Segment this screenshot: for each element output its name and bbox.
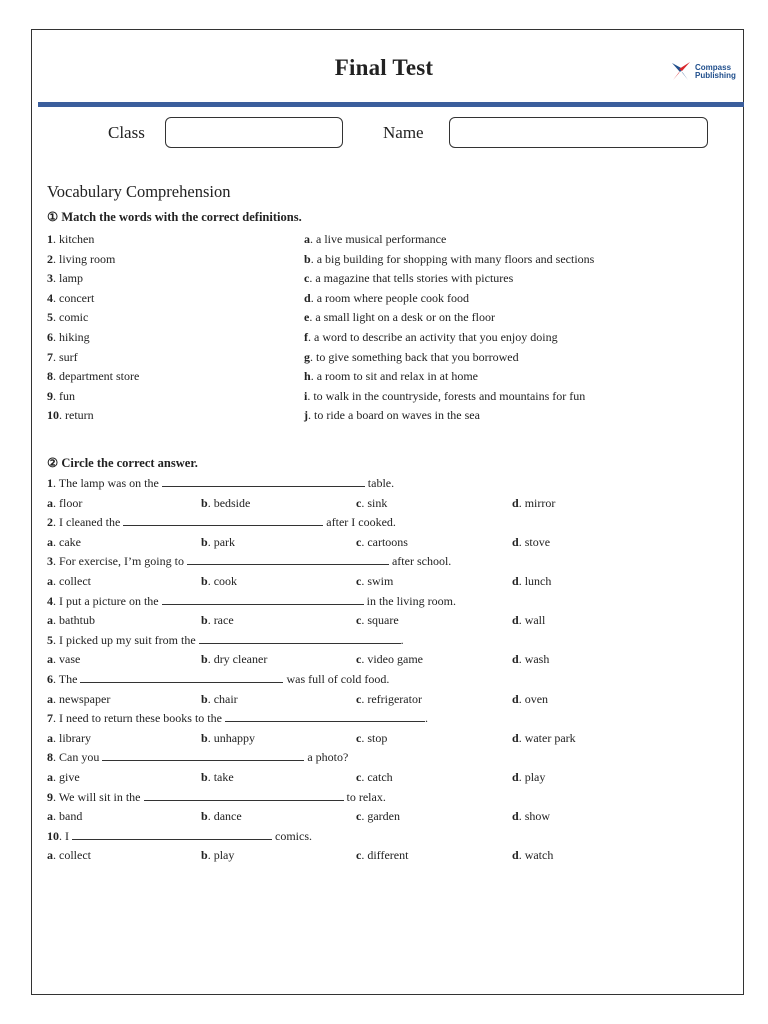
question-text-before: I put a picture on the xyxy=(59,593,159,608)
item-number: 6 xyxy=(47,330,53,344)
definition-item: j. to ride a board on waves in the sea xyxy=(304,408,480,423)
question-text-after: after school. xyxy=(391,554,452,569)
option-letter: c xyxy=(356,613,362,628)
word-text: living room xyxy=(59,251,116,266)
option-letter: a xyxy=(47,534,53,549)
option-letter: a xyxy=(47,809,53,824)
answer-blank[interactable] xyxy=(225,710,425,722)
option-letter: d xyxy=(512,691,519,706)
class-field[interactable] xyxy=(165,117,343,148)
option-letter: a xyxy=(47,613,53,628)
item-number: 9 xyxy=(47,388,53,403)
definition-letter: a xyxy=(304,232,310,246)
word-text: department store xyxy=(59,369,140,384)
option-letter: a xyxy=(47,574,53,588)
answer-option[interactable]: a. band xyxy=(47,809,83,824)
part2-instruction: ② Circle the correct answer. xyxy=(47,456,198,470)
option-text: play xyxy=(524,770,546,784)
option-text: chair xyxy=(213,691,238,706)
logo-text-line1: Compass xyxy=(695,63,732,72)
option-letter: b xyxy=(201,770,208,784)
option-letter: d xyxy=(512,495,519,510)
definition-item: a. a live musical performance xyxy=(304,232,447,246)
item-number: 2 xyxy=(47,251,53,266)
definition-text: to ride a board on waves in the sea xyxy=(314,408,480,423)
answer-option[interactable]: c. stop xyxy=(356,730,388,745)
definition-letter: i xyxy=(304,388,308,403)
option-letter: a xyxy=(47,848,53,863)
question-number: 8 xyxy=(47,750,53,765)
option-text: collect xyxy=(59,848,91,863)
option-text: sink xyxy=(367,495,388,510)
question-number: 1 xyxy=(47,476,53,490)
question-text-before: I xyxy=(65,828,69,843)
option-text: catch xyxy=(367,770,393,784)
word-text: fun xyxy=(59,388,75,403)
option-letter: c xyxy=(356,691,362,706)
item-number: 10 xyxy=(47,408,59,423)
option-letter: d xyxy=(512,848,519,863)
answer-blank[interactable] xyxy=(123,514,323,526)
definition-letter: g xyxy=(304,349,310,364)
question-text-after: was full of cold food. xyxy=(286,672,390,686)
option-text: floor xyxy=(59,495,83,510)
word-item: 5. comic xyxy=(47,310,89,325)
option-text: video game xyxy=(367,652,423,667)
definition-text: a room where people cook food xyxy=(316,290,469,305)
option-letter: d xyxy=(512,613,519,628)
option-text: band xyxy=(59,809,83,824)
option-text: water park xyxy=(524,730,576,745)
option-letter: a xyxy=(47,495,53,510)
section-title: Vocabulary Comprehension xyxy=(47,182,231,201)
option-text: mirror xyxy=(524,495,556,510)
definition-item: g. to give something back that you borrowed xyxy=(304,349,519,364)
word-item: 8. department store xyxy=(47,369,140,384)
question-text-after: table. xyxy=(367,476,395,490)
option-text: different xyxy=(367,848,409,863)
option-letter: c xyxy=(356,809,362,824)
option-text: oven xyxy=(524,691,549,706)
answer-option[interactable]: b. cook xyxy=(201,574,238,588)
definition-item: i. to walk in the countryside, forests and mountains for fun xyxy=(304,388,586,403)
question-number: 9 xyxy=(47,789,53,804)
option-letter: d xyxy=(512,730,519,745)
word-item: 4. concert xyxy=(47,290,95,305)
question-text-after: after I cooked. xyxy=(326,515,396,530)
word-text: lamp xyxy=(59,271,83,286)
class-label: Class xyxy=(108,123,145,142)
answer-option[interactable]: d. watch xyxy=(512,848,554,863)
answer-option[interactable]: b. race xyxy=(201,613,234,628)
definition-letter: c xyxy=(304,271,310,286)
question-number: 10 xyxy=(47,828,59,843)
definition-text: a live musical performance xyxy=(316,232,447,246)
answer-blank[interactable] xyxy=(162,475,365,487)
option-text: lunch xyxy=(524,574,552,588)
word-item: 10. return xyxy=(47,408,94,423)
answer-option[interactable]: d. water park xyxy=(512,730,576,745)
question-text-after: a photo? xyxy=(307,750,349,765)
answer-blank[interactable] xyxy=(187,553,389,565)
answer-option[interactable]: d. wash xyxy=(512,652,550,667)
question-row: 3. For exercise, I’m going to after school. xyxy=(47,554,452,569)
word-text: comic xyxy=(59,310,89,325)
answer-option[interactable]: d. wall xyxy=(512,613,546,628)
question-number: 2 xyxy=(47,515,53,530)
answer-option[interactable]: a. floor xyxy=(47,495,83,510)
option-letter: d xyxy=(512,809,519,824)
answer-option[interactable]: b. park xyxy=(201,534,236,549)
word-item: 6. hiking xyxy=(47,330,90,344)
option-letter: a xyxy=(47,691,53,706)
option-letter: d xyxy=(512,534,519,549)
option-letter: b xyxy=(201,574,208,588)
definition-letter: h xyxy=(304,369,311,384)
item-number: 5 xyxy=(47,310,53,325)
option-text: stop xyxy=(367,730,388,745)
answer-option[interactable]: b. chair xyxy=(201,691,238,706)
publisher-logo xyxy=(670,60,738,84)
answer-blank[interactable] xyxy=(102,749,304,761)
question-text-before: Can you xyxy=(59,750,100,765)
answer-option[interactable]: a. bathtub xyxy=(47,613,95,628)
answer-option[interactable]: d. oven xyxy=(512,691,549,706)
option-text: bathtub xyxy=(59,613,95,628)
definition-text: a magazine that tells stories with pictures xyxy=(315,271,514,286)
option-letter: c xyxy=(356,534,362,549)
option-text: wall xyxy=(524,613,546,628)
question-text-after: in the living room. xyxy=(366,593,456,608)
answer-option[interactable]: c. sink xyxy=(356,495,388,510)
answer-option[interactable]: d. lunch xyxy=(512,574,552,588)
question-number: 7 xyxy=(47,711,53,726)
question-text-after: comics. xyxy=(275,828,312,843)
word-item: 2. living room xyxy=(47,251,116,266)
option-letter: b xyxy=(201,730,208,745)
answer-blank[interactable] xyxy=(162,593,364,605)
question-row: 2. I cleaned the after I cooked. xyxy=(47,515,396,530)
option-letter: d xyxy=(512,652,519,667)
option-text: dry cleaner xyxy=(213,652,268,667)
option-text: show xyxy=(524,809,551,824)
option-text: newspaper xyxy=(59,691,111,706)
answer-option[interactable]: b. unhappy xyxy=(201,730,256,745)
question-row: 9. We will sit in the to relax. xyxy=(47,789,386,804)
question-text-after: . xyxy=(400,632,404,647)
answer-option[interactable]: a. give xyxy=(47,770,80,784)
question-text-before: I need to return these books to the xyxy=(59,711,222,726)
answer-option[interactable]: c. video game xyxy=(356,652,423,667)
word-item: 7. surf xyxy=(47,349,78,364)
option-letter: c xyxy=(356,730,362,745)
option-text: take xyxy=(213,770,234,784)
question-row: 8. Can you a photo? xyxy=(47,750,349,765)
answer-option[interactable]: d. show xyxy=(512,809,551,824)
question-number: 4 xyxy=(47,593,53,608)
answer-option[interactable]: a. library xyxy=(47,730,91,745)
page-title: Final Test xyxy=(334,55,434,80)
option-letter: a xyxy=(47,730,53,745)
question-text-before: The lamp was on the xyxy=(58,476,159,490)
definition-item: c. a magazine that tells stories with pictures xyxy=(304,271,514,286)
option-text: vase xyxy=(59,652,81,667)
answer-option[interactable]: a. collect xyxy=(47,848,91,863)
word-text: return xyxy=(65,408,94,423)
answer-option[interactable]: a. collect xyxy=(47,574,91,588)
answer-option[interactable]: c. square xyxy=(356,613,399,628)
answer-blank[interactable] xyxy=(144,789,344,801)
definition-item: h. a room to sit and relax in at home xyxy=(304,369,478,384)
option-letter: c xyxy=(356,770,362,784)
definition-text: a word to describe an activity that you enjoy doing xyxy=(314,330,558,344)
question-text-after: to relax. xyxy=(346,789,386,804)
option-text: unhappy xyxy=(213,730,256,745)
answer-option[interactable]: a. newspaper xyxy=(47,691,111,706)
word-text: kitchen xyxy=(59,232,95,246)
answer-option[interactable]: a. cake xyxy=(47,534,81,549)
answer-option[interactable]: c. cartoons xyxy=(356,534,408,549)
part1-instruction: ① Match the words with the correct definitions. xyxy=(47,210,302,224)
option-text: park xyxy=(213,534,236,549)
definition-text: to walk in the countryside, forests and mountains for fun xyxy=(313,388,586,403)
option-text: garden xyxy=(367,809,400,824)
logo-text-line2: Publishing xyxy=(695,71,736,80)
answer-blank[interactable] xyxy=(72,828,272,840)
option-text: play xyxy=(213,848,235,863)
question-row: 7. I need to return these books to the . xyxy=(47,711,428,726)
question-text-before: For exercise, I’m going to xyxy=(59,554,184,569)
answer-option[interactable]: c. garden xyxy=(356,809,400,824)
word-item: 9. fun xyxy=(47,388,75,403)
word-text: surf xyxy=(59,349,78,364)
option-letter: a xyxy=(47,652,53,667)
option-text: cook xyxy=(213,574,238,588)
option-text: refrigerator xyxy=(367,691,422,706)
answer-option[interactable]: c. different xyxy=(356,848,409,863)
option-letter: c xyxy=(356,848,362,863)
answer-blank[interactable] xyxy=(80,671,283,683)
option-letter: b xyxy=(201,495,208,510)
answer-option[interactable]: d. mirror xyxy=(512,495,556,510)
option-letter: c xyxy=(356,495,362,510)
question-text-before: The xyxy=(58,672,78,686)
definition-letter: b xyxy=(304,251,311,266)
word-item: 3. lamp xyxy=(47,271,83,286)
definition-letter: d xyxy=(304,290,311,305)
option-text: cartoons xyxy=(367,534,408,549)
name-label: Name xyxy=(383,123,424,142)
option-letter: b xyxy=(201,809,208,824)
question-text-before: I picked up my suit from the xyxy=(59,632,196,647)
item-number: 8 xyxy=(47,369,53,384)
option-text: give xyxy=(59,770,80,784)
item-number: 4 xyxy=(47,290,53,305)
option-text: bedside xyxy=(213,495,251,510)
option-text: library xyxy=(59,730,91,745)
question-text-after: . xyxy=(424,711,428,726)
answer-option[interactable]: c. catch xyxy=(356,770,393,784)
option-text: watch xyxy=(524,848,554,863)
word-item: 1. kitchen xyxy=(47,232,95,246)
option-text: stove xyxy=(524,534,551,549)
answer-option[interactable]: b. dance xyxy=(201,809,242,824)
answer-option[interactable]: c. swim xyxy=(356,574,394,588)
definition-item: e. a small light on a desk or on the floor xyxy=(304,310,495,325)
question-number: 3 xyxy=(47,554,53,569)
definition-text: a small light on a desk or on the floor xyxy=(315,310,495,325)
question-row: 1. The lamp was on the table. xyxy=(47,476,395,490)
definition-letter: f xyxy=(304,330,308,344)
header-divider xyxy=(38,102,744,107)
answer-option[interactable]: c. refrigerator xyxy=(356,691,422,706)
question-row: 6. The was full of cold food. xyxy=(47,672,390,686)
option-letter: d xyxy=(512,770,519,784)
word-text: hiking xyxy=(59,330,90,344)
definition-item: b. a big building for shopping with many floors and sections xyxy=(304,251,595,266)
question-text-before: I cleaned the xyxy=(59,515,121,530)
question-row: 4. I put a picture on the in the living room. xyxy=(47,593,456,608)
option-letter: b xyxy=(201,691,208,706)
answer-option[interactable]: b. dry cleaner xyxy=(201,652,268,667)
definition-item: f. a word to describe an activity that you enjoy doing xyxy=(304,330,558,344)
option-letter: b xyxy=(201,848,208,863)
answer-option[interactable]: d. play xyxy=(512,770,546,784)
definition-text: a big building for shopping with many floors and sections xyxy=(316,251,595,266)
word-text: concert xyxy=(59,290,95,305)
definition-text: a room to sit and relax in at home xyxy=(316,369,478,384)
question-row: 5. I picked up my suit from the . xyxy=(47,632,404,647)
answer-option[interactable]: b. play xyxy=(201,848,235,863)
option-letter: b xyxy=(201,652,208,667)
definition-letter: e xyxy=(304,310,310,325)
option-letter: d xyxy=(512,574,519,588)
answer-option[interactable]: b. bedside xyxy=(201,495,251,510)
option-letter: a xyxy=(47,770,53,784)
compass-star-icon xyxy=(670,60,692,82)
option-text: wash xyxy=(524,652,550,667)
question-text-before: We will sit in the xyxy=(58,789,141,804)
answer-option[interactable]: d. stove xyxy=(512,534,551,549)
option-letter: c xyxy=(356,652,362,667)
question-number: 5 xyxy=(47,632,53,647)
option-text: swim xyxy=(367,574,394,588)
option-text: square xyxy=(367,613,399,628)
definition-text: to give something back that you borrowed xyxy=(316,349,519,364)
option-letter: c xyxy=(356,574,362,588)
item-number: 1 xyxy=(47,232,53,246)
name-field[interactable] xyxy=(449,117,708,148)
question-number: 6 xyxy=(47,672,53,686)
definition-item: d. a room where people cook food xyxy=(304,290,469,305)
option-text: dance xyxy=(213,809,242,824)
option-text: cake xyxy=(59,534,81,549)
answer-blank[interactable] xyxy=(199,632,401,644)
option-text: race xyxy=(213,613,234,628)
answer-option[interactable]: a. vase xyxy=(47,652,81,667)
item-number: 3 xyxy=(47,271,53,286)
answer-option[interactable]: b. take xyxy=(201,770,234,784)
option-text: collect xyxy=(59,574,91,588)
definition-letter: j xyxy=(304,408,308,423)
option-letter: b xyxy=(201,534,208,549)
item-number: 7 xyxy=(47,349,53,364)
question-row: 10. I comics. xyxy=(47,828,312,843)
option-letter: b xyxy=(201,613,208,628)
